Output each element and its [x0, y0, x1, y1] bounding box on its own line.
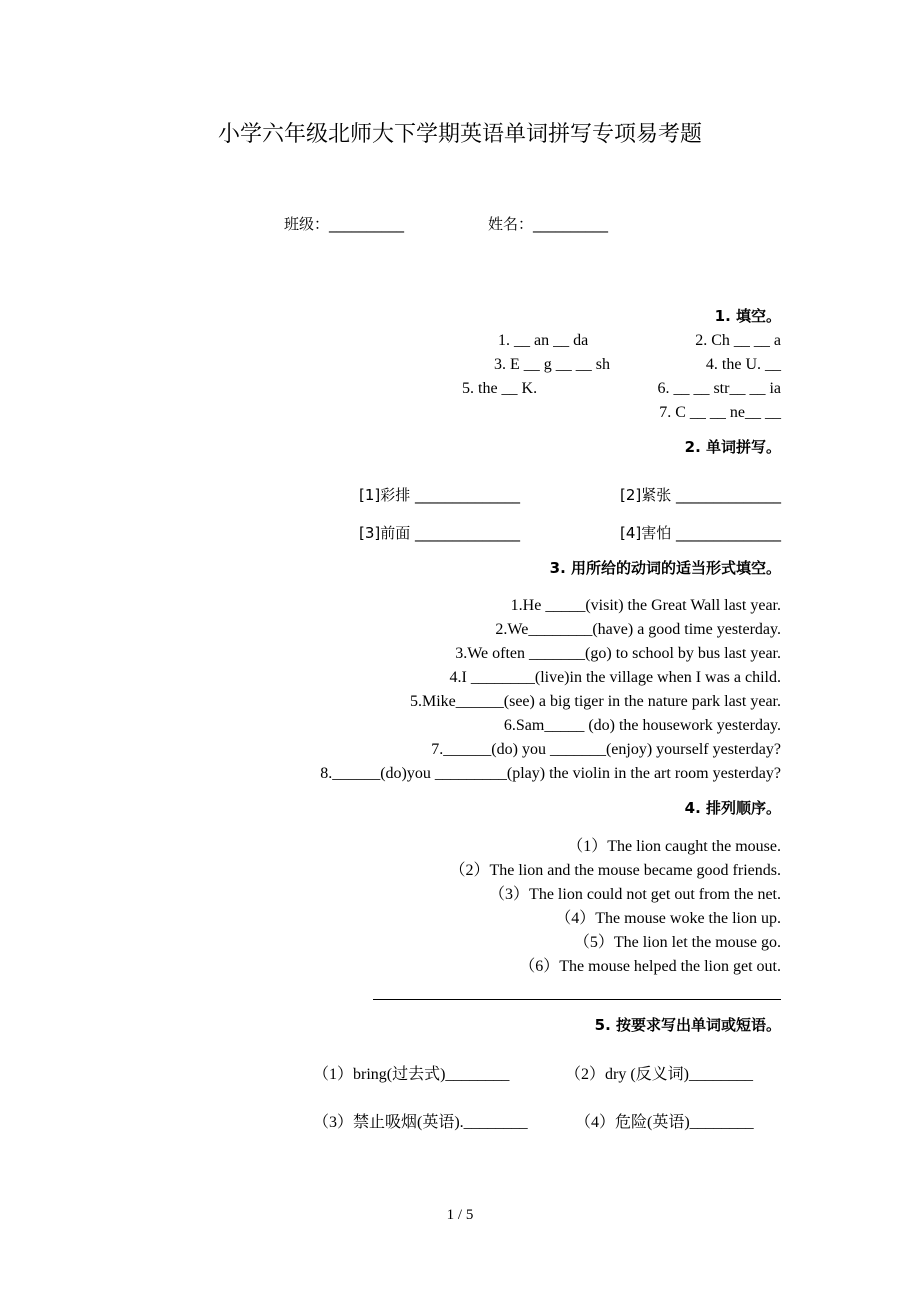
- s3-item: 7.______(do) you _______(enjoy) yourself yesterday?: [431, 741, 781, 758]
- s5-item: （4）危险(英语)________: [575, 1114, 754, 1131]
- s4-item: （5）The lion let the mouse go.: [573, 934, 781, 951]
- s1-item: 3. E __ g __ __ sh: [494, 356, 610, 373]
- s2-item: [2]紧张 ______________: [619, 486, 781, 504]
- s2-item: [3]前面 ______________: [359, 524, 521, 542]
- s4-item: （2）The lion and the mouse became good friends.: [449, 862, 781, 879]
- s1-item: 6. __ __ str__ __ ia: [657, 380, 781, 397]
- section-4-heading: 4. 排列顺序。: [684, 799, 781, 817]
- section-2-heading: 2. 单词拼写。: [684, 438, 781, 456]
- s4-item: （6）The mouse helped the lion get out.: [519, 958, 781, 975]
- s3-item: 1.He _____(visit) the Great Wall last year.: [510, 597, 781, 614]
- answer-line: [373, 999, 781, 1000]
- s5-item: （1）bring(过去式)________: [313, 1066, 510, 1083]
- class-field: 班级：__________: [284, 215, 405, 233]
- s5-item: （2）dry (反义词)________: [565, 1066, 753, 1083]
- s2-item: [4]害怕 ______________: [619, 524, 781, 542]
- s3-item: 6.Sam_____ (do) the housework yesterday.: [503, 717, 781, 734]
- s1-item: 5. the __ K.: [462, 380, 538, 397]
- s3-item: 8.______(do)you _________(play) the violin in the art room yesterday?: [320, 765, 781, 782]
- s2-item: [1]彩排 ______________: [359, 486, 521, 504]
- s4-item: （4）The mouse woke the lion up.: [555, 910, 781, 927]
- s5-item: （3）禁止吸烟(英语).________: [313, 1114, 528, 1131]
- s1-item: 1. __ an __ da: [498, 332, 589, 349]
- s3-item: 4.I ________(live)in the village when I was a child.: [449, 669, 781, 686]
- section-1-heading: 1. 填空。: [714, 307, 781, 325]
- s1-item: 4. the U. __: [705, 356, 781, 373]
- s4-item: （1）The lion caught the mouse.: [567, 838, 781, 855]
- s3-item: 5.Mike______(see) a big tiger in the nature park last year.: [410, 693, 781, 710]
- section-5-heading: 5. 按要求写出单词或短语。: [594, 1016, 781, 1034]
- s3-item: 2.We________(have) a good time yesterday.: [495, 621, 781, 638]
- s1-item: 2. Ch __ __ a: [695, 332, 781, 349]
- page-number: 1 / 5: [446, 1207, 474, 1223]
- s3-item: 3.We often _______(go) to school by bus last year.: [455, 645, 781, 662]
- s4-item: （3）The lion could not get out from the net.: [489, 886, 781, 903]
- name-field: 姓名：__________: [488, 215, 609, 233]
- section-3-heading: 3. 用所给的动词的适当形式填空。: [549, 559, 781, 577]
- s1-item: 7. C __ __ ne__ __: [659, 404, 781, 421]
- page-title: 小学六年级北师大下学期英语单词拼写专项易考题: [217, 122, 702, 147]
